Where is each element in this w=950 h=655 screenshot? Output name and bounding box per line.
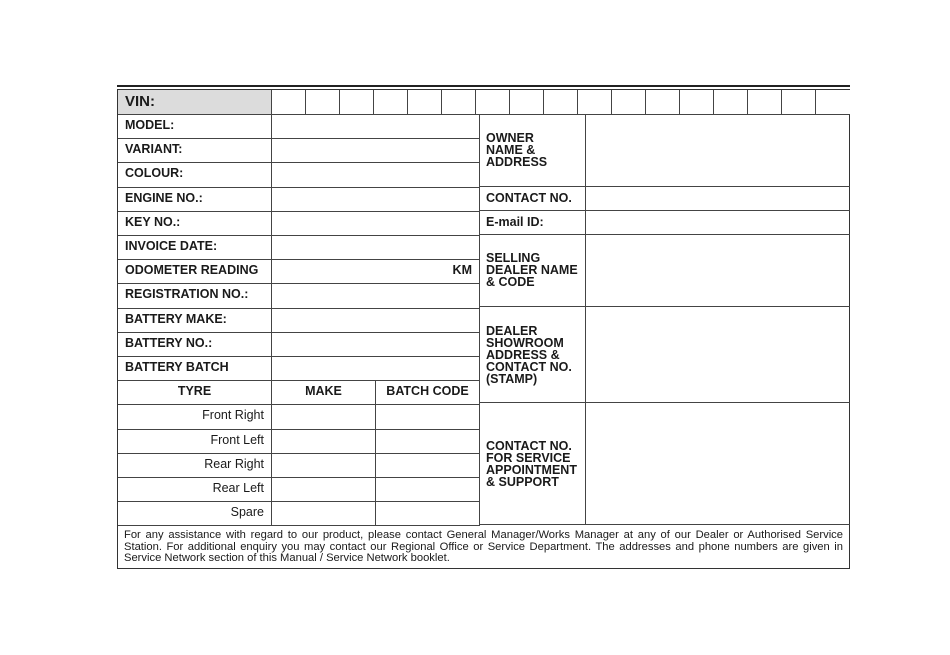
field-label: ODOMETER READING [118,260,272,284]
label-line: NAME & [486,143,536,158]
tyre-make-field[interactable] [272,502,376,526]
field-label: KEY NO.: [118,212,272,236]
contact-label [480,403,586,525]
tyre-position: Front Left [118,430,272,454]
vin-digit-box[interactable] [544,90,578,115]
field-value[interactable] [272,284,480,308]
tyre-batch-field[interactable] [376,405,480,429]
label-line: APPOINTMENT [486,462,577,477]
vin-digit-box[interactable] [442,90,476,115]
field-value[interactable] [272,115,480,139]
label-line: E-mail ID: [486,215,544,229]
vin-digit-box[interactable] [646,90,680,115]
tyre-header: TYRE [118,381,272,405]
field-label: VARIANT: [118,139,272,163]
tyre-position: Rear Left [118,478,272,502]
vin-digit-box[interactable] [408,90,442,115]
field-value[interactable] [272,357,480,381]
tyre-position: Front Right [118,405,272,429]
vehicle-registration-form [117,89,850,569]
vin-digit-box[interactable] [374,90,408,115]
label-line: (STAMP) [486,371,538,386]
contact-value-field[interactable] [586,211,850,235]
field-label: REGISTRATION NO.: [118,284,272,308]
assistance-note: For any assistance with regard to our product, please contact General Manager/Works Manager at any of our Dealer or Authorised Service Station. For additional enquiry you may contact our Regional Office or Service Department. The addresses and phone numbers are given in Service Network section of this Manual / Service Network booklet. [124,529,843,564]
field-label: MODEL: [118,115,272,139]
vin-digit-box[interactable] [510,90,544,115]
vin-digit-box[interactable] [340,90,374,115]
tyre-make-field[interactable] [272,430,376,454]
label-line: SELLING [486,251,541,266]
vin-digit-box[interactable] [476,90,510,115]
field-value[interactable] [272,139,480,163]
tyre-position: Rear Right [118,454,272,478]
vin-digit-box[interactable] [612,90,646,115]
vin-label: VIN: [118,90,272,115]
contact-value-field[interactable] [586,235,850,308]
field-value[interactable] [272,188,480,212]
label-line: ADDRESS & [486,347,560,362]
field-value[interactable] [272,309,480,333]
contact-label [480,211,586,235]
label-line: DEALER NAME [486,263,578,278]
tyre-make-field[interactable] [272,478,376,502]
field-label: ENGINE NO.: [118,188,272,212]
contact-value-field[interactable] [586,307,850,403]
vin-digit-box[interactable] [578,90,612,115]
tyre-batch-field[interactable] [376,454,480,478]
tyre-make-field[interactable] [272,454,376,478]
label-line: ADDRESS [486,155,548,170]
field-value[interactable] [272,212,480,236]
vin-digit-box[interactable] [680,90,714,115]
vin-digit-box[interactable] [714,90,748,115]
top-rule [117,85,850,87]
contact-label [480,307,586,403]
tyre-batch-field[interactable] [376,478,480,502]
contact-label [480,187,586,211]
tyre-position: Spare [118,502,272,526]
contact-label [480,115,586,187]
vin-digit-box[interactable] [306,90,340,115]
field-label: COLOUR: [118,163,272,187]
batch-code-header: BATCH CODE [376,381,480,405]
field-value[interactable] [272,333,480,357]
contact-value-field[interactable] [586,115,850,187]
field-value[interactable] [272,236,480,260]
tyre-make-field[interactable] [272,405,376,429]
vin-digit-box[interactable] [782,90,816,115]
vin-digit-box[interactable] [272,90,306,115]
field-label: BATTERY MAKE: [118,309,272,333]
vin-digit-box[interactable] [816,90,850,115]
contact-value-field[interactable] [586,403,850,525]
field-value[interactable] [272,163,480,187]
label-line: CONTACT NO. [486,438,572,453]
label-line: SHOWROOM [486,335,564,350]
label-line: FOR SERVICE [486,450,571,465]
odometer-value-field[interactable]: KM [272,260,480,284]
label-line: OWNER [486,131,534,146]
contact-value-field[interactable] [586,187,850,211]
field-label: BATTERY BATCH [118,357,272,381]
vin-digit-box[interactable] [748,90,782,115]
tyre-batch-field[interactable] [376,502,480,526]
field-label: BATTERY NO.: [118,333,272,357]
label-line: CONTACT NO. [486,359,572,374]
label-line: DEALER [486,323,538,338]
label-line: & CODE [486,275,535,290]
label-line: & SUPPORT [486,474,559,489]
field-label: INVOICE DATE: [118,236,272,260]
make-header: MAKE [272,381,376,405]
label-line: CONTACT NO. [486,191,572,205]
contact-label [480,235,586,308]
tyre-batch-field[interactable] [376,430,480,454]
